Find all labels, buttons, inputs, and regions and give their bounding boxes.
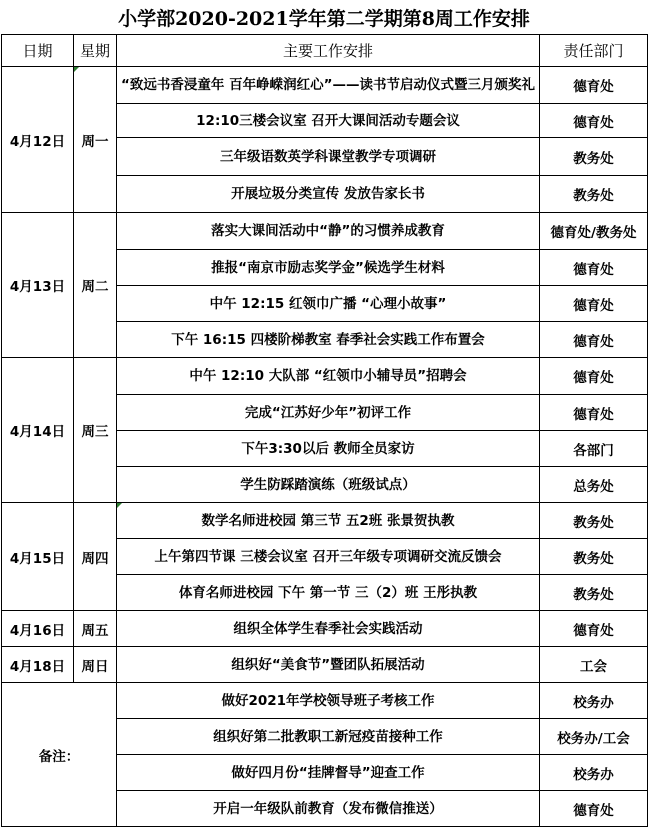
task-cell: 上午第四节课 三楼会议室 召开三年级专项调研交流反馈会 — [117, 539, 540, 575]
dept-cell: 德育处 — [540, 395, 648, 431]
task-cell: “致远书香浸童年 百年峥嵘润红心”——读书节启动仪式暨三月颁奖礼 — [117, 67, 540, 104]
dept-cell: 教务处 — [540, 138, 648, 176]
task-cell: 下午3:30以后 教师全员家访 — [117, 431, 540, 467]
dept-cell: 教务处 — [540, 575, 648, 611]
schedule-table — [1, 34, 648, 827]
remarks-label: 备注： — [2, 683, 117, 827]
dept-cell: 德育处 — [540, 791, 648, 827]
page-title: 小学部2020-2021学年第二学期第8周工作安排 — [118, 7, 530, 30]
table-row — [2, 358, 648, 395]
dept-cell: 总务处 — [540, 467, 648, 503]
dept-cell: 德育处 — [540, 104, 648, 138]
header-weekday: 星期 — [74, 35, 117, 67]
task-cell: 12:10三楼会议室 召开大课间活动专题会议 — [117, 104, 540, 138]
dept-cell: 教务处 — [540, 539, 648, 575]
table-row — [2, 611, 648, 647]
task-cell: 完成“江苏好少年”初评工作 — [117, 395, 540, 431]
dept-cell: 教务处 — [540, 503, 648, 539]
task-cell: 中午 12:15 红领巾广播 “心理小故事” — [117, 286, 540, 322]
dept-cell: 教务处 — [540, 176, 648, 213]
date-cell: 4月14日 — [2, 358, 74, 503]
task-cell: 做好四月份“挂牌督导”迎查工作 — [117, 755, 540, 791]
header-task: 主要工作安排 — [117, 35, 540, 67]
dept-cell: 德育处 — [540, 67, 648, 104]
task-cell: 组织好第二批教职工新冠疫苗接种工作 — [117, 719, 540, 755]
task-cell: 做好2021年学校领导班子考核工作 — [117, 683, 540, 719]
dept-cell: 德育处 — [540, 250, 648, 286]
table-row — [2, 67, 648, 104]
task-cell: 体育名师进校园 下午 第一节 三（2）班 王彤执教 — [117, 575, 540, 611]
task-cell: 落实大课间活动中“静”的习惯养成教育 — [117, 213, 540, 250]
header-dept: 责任部门 — [540, 35, 648, 67]
table-row — [2, 683, 648, 719]
weekday-cell: 周一 — [74, 67, 117, 213]
weekday-cell: 周四 — [74, 503, 117, 611]
date-cell: 4月18日 — [2, 647, 74, 683]
dept-cell: 德育处 — [540, 322, 648, 358]
dept-cell: 德育处/教务处 — [540, 213, 648, 250]
task-cell: 学生防踩踏演练（班级试点） — [117, 467, 540, 503]
task-cell: 开启一年级队前教育（发布微信推送） — [117, 791, 540, 827]
weekday-cell: 周二 — [74, 213, 117, 358]
header-row — [2, 35, 648, 67]
weekday-cell: 周五 — [74, 611, 117, 647]
task-cell: 中午 12:10 大队部 “红领巾小辅导员”招聘会 — [117, 358, 540, 395]
task-cell: 数学名师进校园 第三节 五2班 张景贺执教 — [117, 503, 540, 539]
dept-cell: 工会 — [540, 647, 648, 683]
header-date: 日期 — [2, 35, 74, 67]
dept-cell: 德育处 — [540, 358, 648, 395]
dept-cell: 校务办 — [540, 755, 648, 791]
task-cell: 三年级语数英学科课堂教学专项调研 — [117, 138, 540, 176]
dept-cell: 德育处 — [540, 611, 648, 647]
task-cell: 组织好“美食节”暨团队拓展活动 — [117, 647, 540, 683]
date-cell: 4月15日 — [2, 503, 74, 611]
table-row — [2, 213, 648, 250]
dept-cell: 德育处 — [540, 286, 648, 322]
dept-cell: 各部门 — [540, 431, 648, 467]
task-cell: 下午 16:15 四楼阶梯教室 春季社会实践工作布置会 — [117, 322, 540, 358]
task-cell: 开展垃圾分类宣传 发放告家长书 — [117, 176, 540, 213]
table-row — [2, 647, 648, 683]
date-cell: 4月16日 — [2, 611, 74, 647]
date-cell: 4月13日 — [2, 213, 74, 358]
dept-cell: 校务办/工会 — [540, 719, 648, 755]
table-row — [2, 503, 648, 539]
weekday-cell: 周日 — [74, 647, 117, 683]
task-cell: 组织全体学生春季社会实践活动 — [117, 611, 540, 647]
weekday-cell: 周三 — [74, 358, 117, 503]
date-cell: 4月12日 — [2, 67, 74, 213]
task-cell: 推报“南京市励志奖学金”候选学生材料 — [117, 250, 540, 286]
dept-cell: 校务办 — [540, 683, 648, 719]
